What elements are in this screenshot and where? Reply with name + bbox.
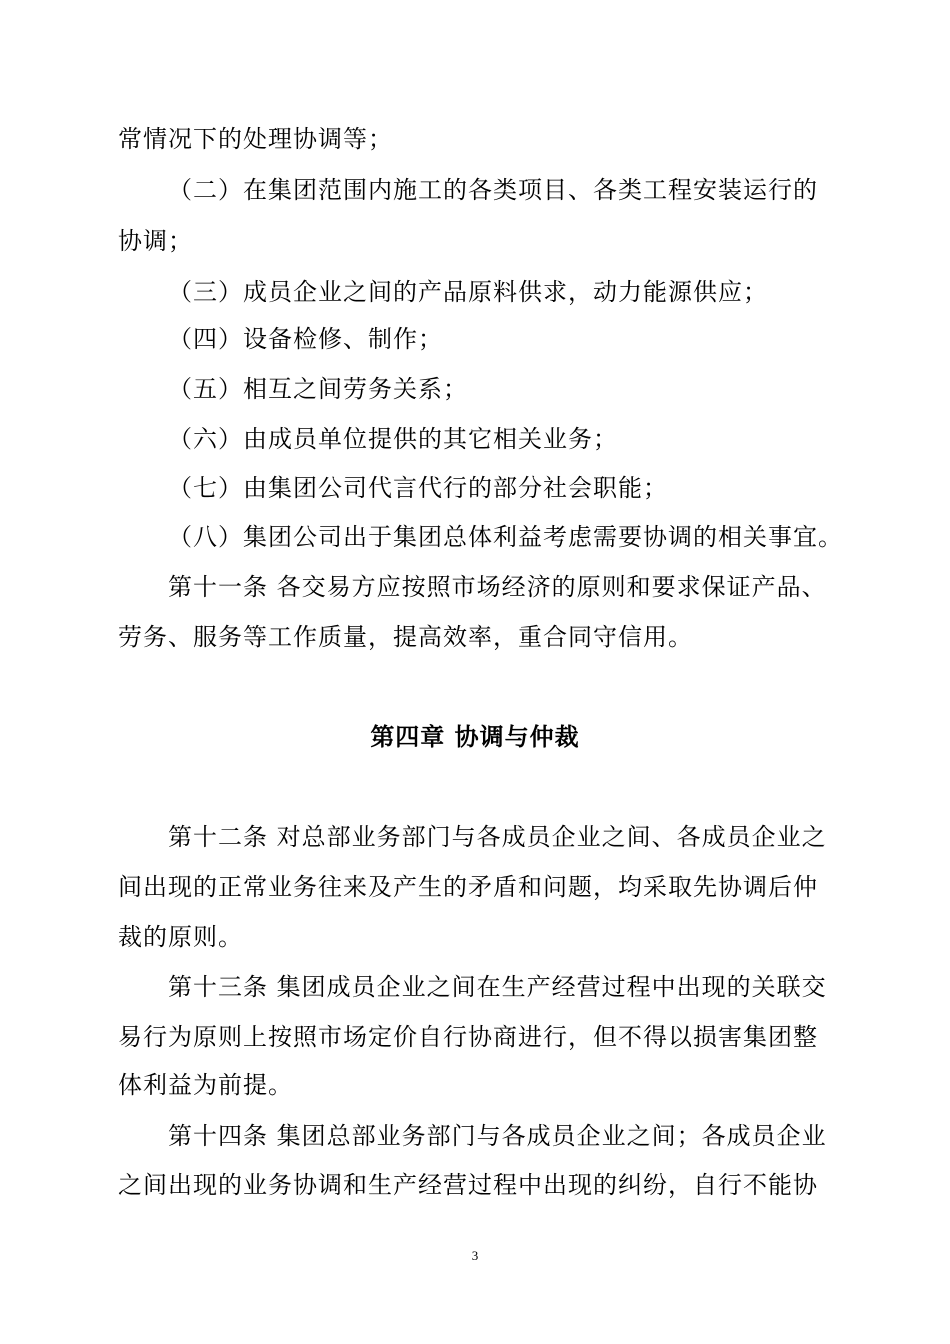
paragraph-line: 常情况下的处理协调等； <box>118 125 393 153</box>
paragraph-line: 第十三条 集团成员企业之间在生产经营过程中出现的关联交 <box>168 973 827 1001</box>
page-number: 3 <box>471 1248 479 1263</box>
paragraph-line: （二）在集团范围内施工的各类项目、各类工程安装运行的 <box>168 176 818 204</box>
paragraph-line: （七）由集团公司代言代行的部分社会职能； <box>168 474 668 502</box>
chapter-heading: 第四章 协调与仲裁 <box>370 722 580 751</box>
paragraph-line: （八）集团公司出于集团总体利益考虑需要协调的相关事宜。 <box>168 523 843 551</box>
paragraph-line: 之间出现的业务协调和生产经营过程中出现的纠纷，自行不能协 <box>118 1171 818 1199</box>
paragraph-line: 第十二条 对总部业务部门与各成员企业之间、各成员企业之 <box>168 823 827 851</box>
paragraph-line: 协调； <box>118 227 193 255</box>
paragraph-line: 第十四条 集团总部业务部门与各成员企业之间；各成员企业 <box>168 1122 827 1150</box>
paragraph-line: （六）由成员单位提供的其它相关业务； <box>168 425 618 453</box>
paragraph-line: 间出现的正常业务往来及产生的矛盾和问题，均采取先协调后仲 <box>118 873 818 901</box>
paragraph-line: （三）成员企业之间的产品原料供求，动力能源供应； <box>168 278 768 306</box>
paragraph-line: （四）设备检修、制作； <box>168 325 443 353</box>
paragraph-line: 易行为原则上按照市场定价自行协商进行，但不得以损害集团整 <box>118 1023 818 1051</box>
paragraph-line: 劳务、服务等工作质量，提高效率，重合同守信用。 <box>118 623 693 651</box>
paragraph-line: 第十一条 各交易方应按照市场经济的原则和要求保证产品、 <box>168 573 827 601</box>
paragraph-line: 体利益为前提。 <box>118 1071 293 1099</box>
paragraph-line: （五）相互之间劳务关系； <box>168 375 468 403</box>
paragraph-line: 裁的原则。 <box>118 923 243 951</box>
